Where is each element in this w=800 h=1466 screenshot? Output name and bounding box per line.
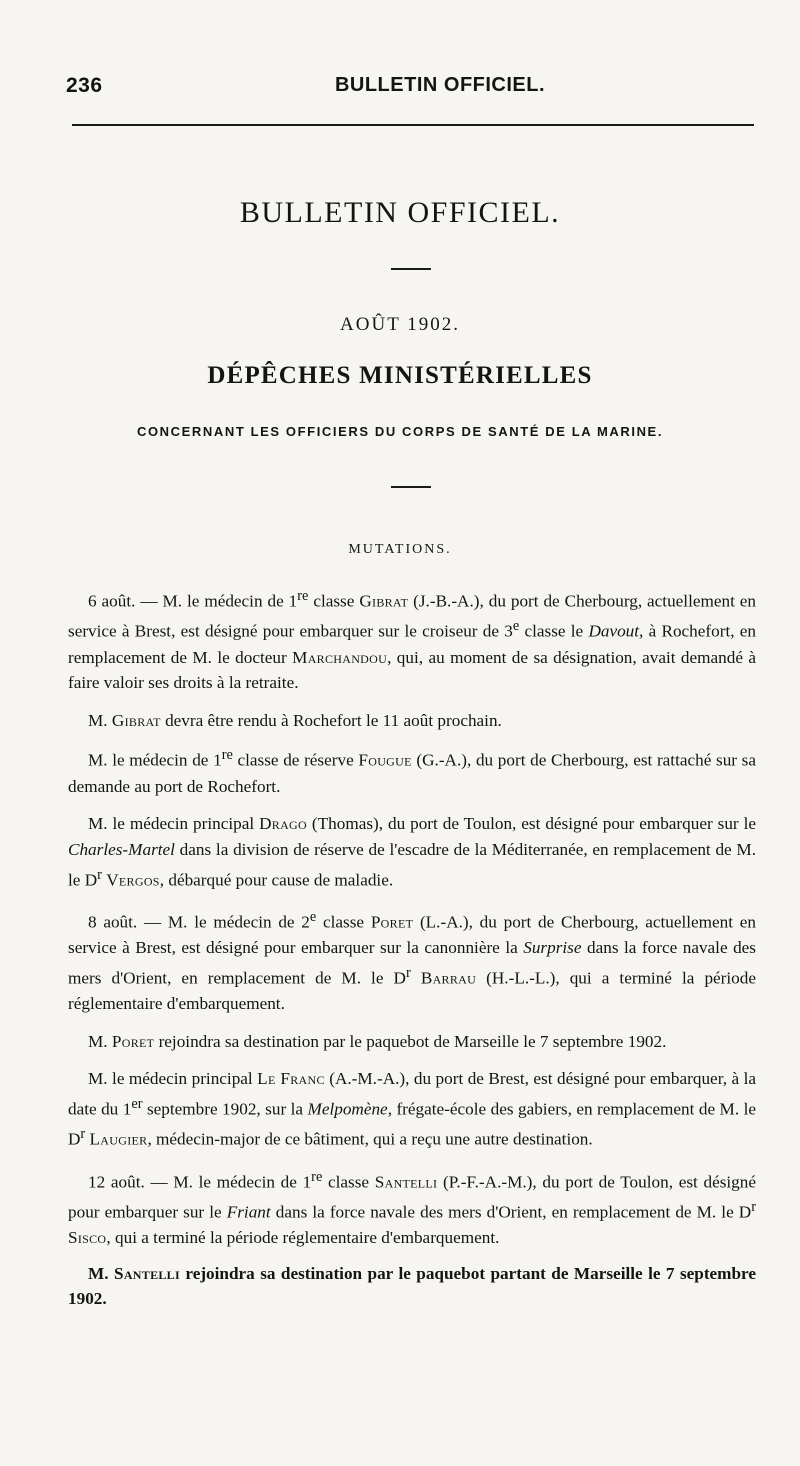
paragraph: 12 août. — M. le médecin de 1re classe Santelli (P.-F.-A.-M.), du port de Toulon, est désigné pour embarquer sur le Friant dans la force navale des mers d'Orient, en remplacement de M. le $D^r$ Sisco, qui a terminé la période réglementaire d'embarquement.: [68, 1168, 756, 1248]
running-header: [66, 74, 754, 106]
person-name: Laugier: [89, 1129, 148, 1149]
person-name: Drago: [259, 814, 307, 834]
date-line: AOÛT 1902.: [340, 314, 460, 335]
paragraph: M. Gibrat devra être rendu à Rochefort le 11 août prochain.: [88, 710, 502, 730]
section-divider: [391, 486, 431, 488]
paragraph: 6 août. — M. le médecin de 1re classe Gibrat (J.-B.-A.), du port de Cherbourg, actuellement en service à Brest, est désigné pour embarquer sur le croiseur de 3e classe le Davout, à Rochefort, en remplacement de M. le docteur Marchandou, qui, au moment de sa désignation, avait demandé à faire valoir ses droits à la retraite.: [68, 588, 757, 693]
paragraph: M. Poret rejoindra sa destination par le paquebot de Marseille le 7 septembre 1902.: [88, 1031, 667, 1051]
ship-name: Davout,: [588, 622, 644, 642]
main-title: BULLETIN OFFICIEL.: [239, 196, 561, 229]
person-name: Poret: [111, 1031, 155, 1051]
person-name: Fougue: [358, 751, 412, 771]
section-subtitle: CONCERNANT LES OFFICIERS DU CORPS DE SANTÉ DE LA MARINE.: [136, 424, 664, 439]
person-name: Marchandou: [292, 647, 388, 667]
ship-name: Melpomène,: [307, 1099, 392, 1119]
running-title: BULLETIN OFFICIEL.: [334, 74, 546, 96]
ship-name: Surprise: [523, 938, 582, 958]
body-text: [68, 584, 756, 1324]
title-divider: [391, 268, 431, 270]
paragraph: M. le médecin principal Drago (Thomas), du port de Toulon, est désigné pour embarquer sur le Charles-Martel dans la division de réserve de l'escadre de la Méditerranée, en remplacement de M. le $D^r$ Vergos, débarqué pour cause de maladie.: [68, 814, 756, 890]
person-name: Sisco: [68, 1228, 107, 1248]
person-name: Santelli: [374, 1172, 438, 1192]
page-number: 236: [66, 74, 103, 97]
paragraph: M. Santelli rejoindra sa destination par le paquebot partant de Marseille le 7 septembre 1902.: [68, 1263, 756, 1309]
subsection-heading: MUTATIONS.: [348, 542, 452, 557]
paragraph: M. le médecin principal Le Franc (A.-M.-A.), du port de Brest, est désigné pour embarquer, à la date du 1er septembre 1902, sur la Melpomène, frégate-école des gabiers, en remplacement de M. le $D^r$ Laugier, médecin-major de ce bâtiment, qui a reçu une autre destination.: [68, 1069, 756, 1149]
person-name: Le Franc: [257, 1069, 325, 1089]
person-name: Gibrat: [111, 710, 161, 730]
person-name: Barrau: [420, 968, 477, 988]
paragraph: M. le médecin de 1re classe de réserve Fougue (G.-A.), du port de Cherbourg, est rattaché sur sa demande au port de Rochefort.: [68, 747, 756, 796]
person-name: Santelli: [113, 1263, 180, 1283]
paragraph: 8 août. — M. le médecin de 2e classe Poret (L.-A.), du port de Cherbourg, actuellement en service à Brest, est désigné pour embarquer sur la canonnière la Surprise dans la force navale des mers d'Orient, en remplacement de M. le $D^r$ Barrau (H.-L.-L.), qui a terminé la période réglementaire d'embarquement.: [68, 908, 757, 1014]
section-title: DÉPÊCHES MINISTÉRIELLES: [207, 362, 593, 389]
header-rule: [72, 124, 754, 126]
person-name: Poret: [370, 912, 414, 932]
person-name: Gibrat: [359, 591, 409, 611]
ship-name: Charles-Martel: [68, 839, 175, 859]
ship-name: Friant: [226, 1202, 271, 1222]
person-name: Vergos: [106, 870, 160, 890]
